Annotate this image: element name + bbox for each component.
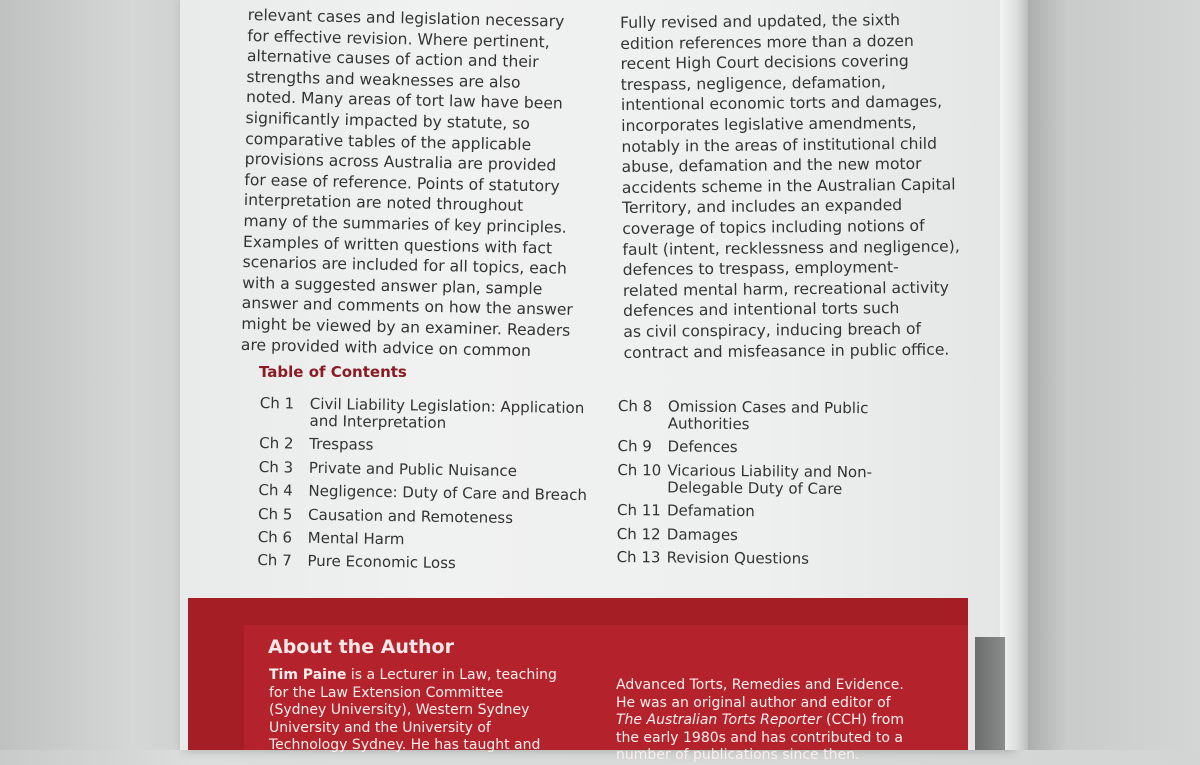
blurb-line: edition references more than a dozen [620, 31, 914, 53]
blurb-line: significantly impacted by statute, so [245, 108, 531, 133]
blurb-right-column [620, 9, 961, 363]
toc-chapter-title: Vicarious Liability and Non-Delegable Duty of Care [667, 461, 873, 498]
blurb-line: alternative causes of action and their [246, 47, 539, 72]
about-line [269, 667, 557, 685]
about-line: (Sydney University), Western Sydney [269, 702, 530, 718]
toc-heading: Table of Contents [259, 363, 407, 381]
toc-entry [618, 398, 898, 434]
toc-chapter-title: Defamation [666, 501, 755, 521]
blurb-left-column [241, 5, 579, 362]
blurb-line: Fully revised and updated, the sixth [620, 11, 901, 32]
toc-entry [258, 529, 598, 551]
toc-entry [258, 506, 598, 528]
blurb-line: with a suggested answer plan, sample [241, 273, 543, 298]
blurb-line: for ease of reference. Points of statutory [244, 170, 560, 196]
blurb-line: defences to trespass, employment- [622, 258, 899, 280]
toc-chapter-title: Revision Questions [666, 548, 810, 568]
toc-left-list [257, 395, 600, 581]
toc-entry [617, 549, 897, 568]
about-author-right-text [616, 677, 904, 765]
toc-chapter-number: Ch 10 [617, 460, 662, 480]
blurb-line: coverage of topics including notions of [622, 216, 925, 238]
toc-chapter-number: Ch 5 [257, 504, 293, 524]
toc-entry [258, 482, 598, 504]
blurb-line: scenarios are included for all topics, each [242, 253, 568, 278]
toc-chapter-number: Ch 3 [258, 457, 294, 477]
toc-entry [259, 395, 599, 434]
blurb-line: defences and intentional torts such [623, 299, 900, 321]
blurb-line: strengths and weaknesses are also [246, 67, 521, 92]
about-line: He was an original author and editor of [616, 694, 891, 711]
blurb-line: contract and misfeasance in public office. [623, 340, 950, 362]
toc-chapter-title: Causation and Remoteness [307, 505, 514, 527]
toc-chapter-number: Ch 4 [258, 481, 293, 500]
toc-right-list [616, 398, 898, 575]
blurb-line: interpretation are noted throughout [243, 191, 524, 216]
about-line [616, 712, 904, 730]
about-line: University and the University of [269, 719, 491, 736]
about-author-left-text [269, 667, 557, 755]
blurb-line: fault (intent, recklessness and negligence), [622, 236, 960, 259]
blurb-line: for effective revision. Where pertinent, [247, 26, 550, 51]
blurb-line: accidents scheme in the Australian Capital [621, 175, 956, 197]
toc-chapter-title: Trespass [309, 435, 374, 455]
blurb-line: trespass, negligence, defamation, [620, 73, 886, 94]
toc-chapter-number: Ch 7 [257, 551, 292, 570]
toc-entry [257, 552, 597, 574]
blurb-line: intentional economic torts and damages, [620, 93, 943, 115]
toc-chapter-title: Mental Harm [307, 528, 405, 549]
toc-chapter-title: Civil Liability Legislation: Application and Interpretation [309, 394, 585, 432]
blurb-line: answer and comments on how the answer [241, 294, 573, 320]
blurb-line: as civil conspiracy, inducing breach of [623, 319, 922, 341]
blurb-line: noted. Many areas of tort law have been [245, 88, 563, 113]
blurb-line: Examples of written questions with fact [242, 232, 553, 257]
blurb-line: might be viewed by an examiner. Readers [241, 314, 571, 340]
toc-chapter-number: Ch 2 [259, 434, 294, 453]
blurb-line: Territory, and includes an expanded [621, 196, 903, 218]
blurb-line: comparative tables of the applicable [245, 129, 532, 154]
blurb-line: related mental harm, recreational activity [622, 278, 950, 300]
toc-chapter-title: Negligence: Duty of Care and Breach [308, 481, 588, 505]
toc-entry [617, 526, 897, 545]
toc-chapter-number: Ch 8 [617, 397, 653, 416]
blurb-line: are provided with advice on common [240, 335, 532, 360]
blurb-line: many of the summaries of key principles. [243, 211, 567, 237]
toc-entry [617, 462, 897, 498]
spine-grey-strip [975, 637, 1005, 750]
wall-right [1010, 0, 1200, 750]
author-name: Tim Paine [269, 667, 347, 683]
publication-title: The Australian Torts Reporter [616, 712, 822, 728]
blurb-line: relevant cases and legislation necessary [247, 5, 565, 31]
about-line: Technology Sydney. He has taught and [269, 737, 541, 753]
blurb-line: provisions across Australia are provided [244, 150, 557, 175]
toc-chapter-title: Defences [667, 437, 738, 457]
toc-chapter-title: Omission Cases and Public Authorities [667, 397, 869, 434]
toc-entry [259, 435, 599, 457]
toc-chapter-number: Ch 6 [257, 527, 293, 547]
toc-chapter-number: Ch 1 [259, 394, 295, 413]
toc-chapter-title: Pure Economic Loss [307, 552, 456, 573]
toc-chapter-number: Ch 9 [617, 437, 652, 456]
about-author-heading: About the Author [268, 636, 454, 658]
toc-entry [617, 438, 897, 457]
about-line: for the Law Extension Committee [269, 684, 504, 701]
toc-chapter-number: Ch 13 [616, 547, 661, 567]
toc-chapter-number: Ch 11 [616, 501, 661, 520]
toc-chapter-title: Damages [666, 524, 739, 544]
toc-chapter-number: Ch 12 [616, 524, 661, 543]
blurb-line: notably in the areas of institutional child [621, 134, 938, 156]
blurb-line: abuse, defamation and the new motor [621, 155, 922, 177]
about-line: number of publications since then. [616, 747, 860, 763]
toc-entry [617, 502, 897, 521]
about-line: the early 1980s and has contributed to a [616, 729, 903, 746]
blurb-line: recent High Court decisions covering [620, 52, 909, 74]
about-line-text: (CCH) from [821, 712, 905, 728]
toc-entry [259, 459, 599, 481]
about-line-text: is a Lecturer in Law, teaching [346, 667, 557, 683]
toc-chapter-title: Private and Public Nuisance [308, 458, 518, 480]
about-line: Advanced Torts, Remedies and Evidence. [616, 677, 904, 693]
wall-left [0, 0, 190, 750]
blurb-line: incorporates legislative amendments, [621, 113, 917, 135]
